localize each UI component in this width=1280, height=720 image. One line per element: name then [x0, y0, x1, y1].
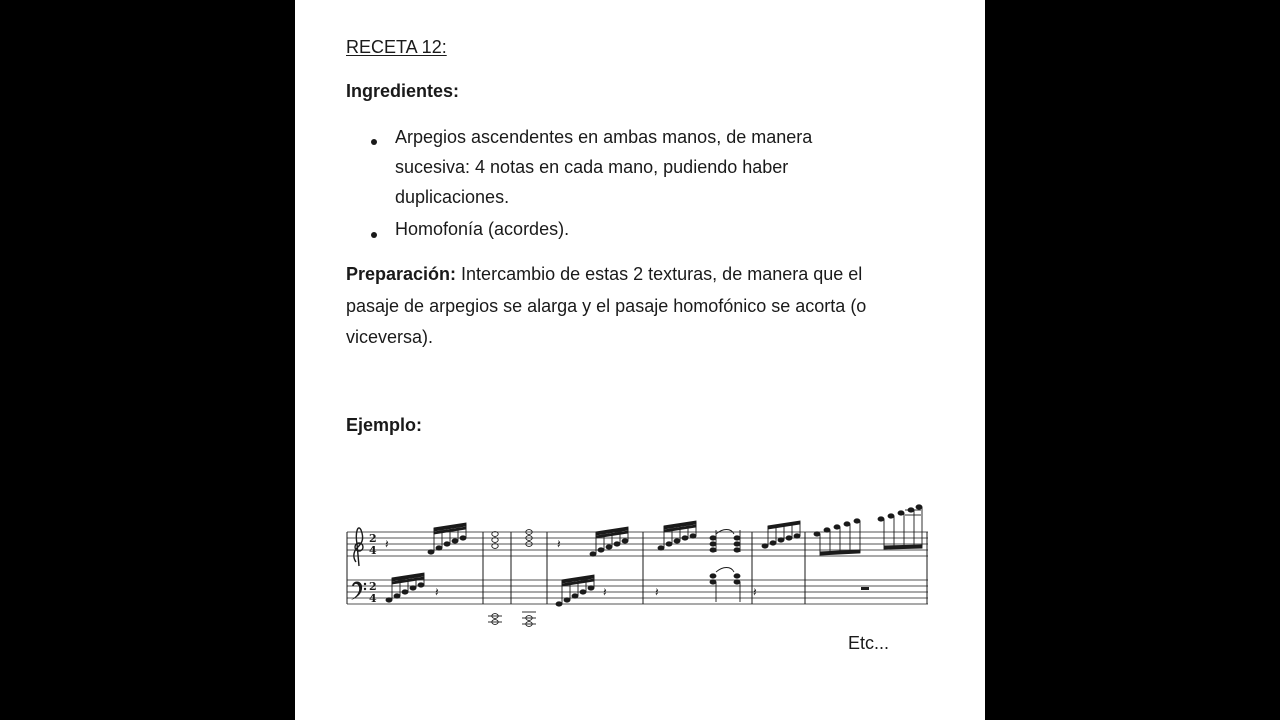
preparation-line-1	[346, 259, 862, 290]
svg-text:𝄽: 𝄽	[557, 537, 561, 551]
music-score	[345, 490, 935, 640]
svg-text:𝄽: 𝄽	[435, 585, 439, 599]
etc-label: Etc...	[848, 633, 890, 653]
svg-text:𝄽: 𝄽	[753, 585, 757, 599]
svg-text:𝄽: 𝄽	[385, 537, 389, 551]
example-heading: Ejemplo:	[346, 415, 423, 435]
bass-clef-icon	[351, 582, 366, 601]
svg-text:4: 4	[369, 544, 377, 557]
preparation-label: Preparación:	[346, 264, 457, 284]
time-signature	[369, 532, 377, 605]
document-page	[295, 0, 985, 720]
bullet-icon	[371, 232, 377, 238]
bullet-icon	[371, 139, 377, 145]
preparation-text: Intercambio de estas 2 texturas, de manera que el	[456, 264, 863, 284]
svg-text:𝄽: 𝄽	[603, 585, 607, 599]
preparation-line-2: pasaje de arpegios se alarga y el pasaje homofónico se acorta (o	[346, 296, 867, 316]
svg-text:2: 2	[369, 580, 377, 593]
ingredient-1-line-2: sucesiva: 4 notas en cada mano, pudiendo haber	[395, 157, 789, 177]
treble-notes	[385, 505, 922, 556]
preparation-line-3: viceversa).	[346, 327, 434, 347]
ingredient-1-line-1: Arpegios ascendentes en ambas manos, de manera	[395, 127, 813, 147]
svg-text:4: 4	[369, 592, 377, 605]
bass-notes	[386, 568, 869, 627]
svg-text:2: 2	[369, 532, 377, 545]
ingredient-2-line-1: Homofonía (acordes).	[395, 219, 570, 239]
recipe-heading: RECETA 12:	[346, 37, 447, 57]
ingredient-1-line-3: duplicaciones.	[395, 187, 510, 207]
svg-text:𝄽: 𝄽	[655, 585, 659, 599]
treble-clef-icon	[354, 528, 363, 566]
ingredients-heading: Ingredientes:	[346, 81, 460, 101]
